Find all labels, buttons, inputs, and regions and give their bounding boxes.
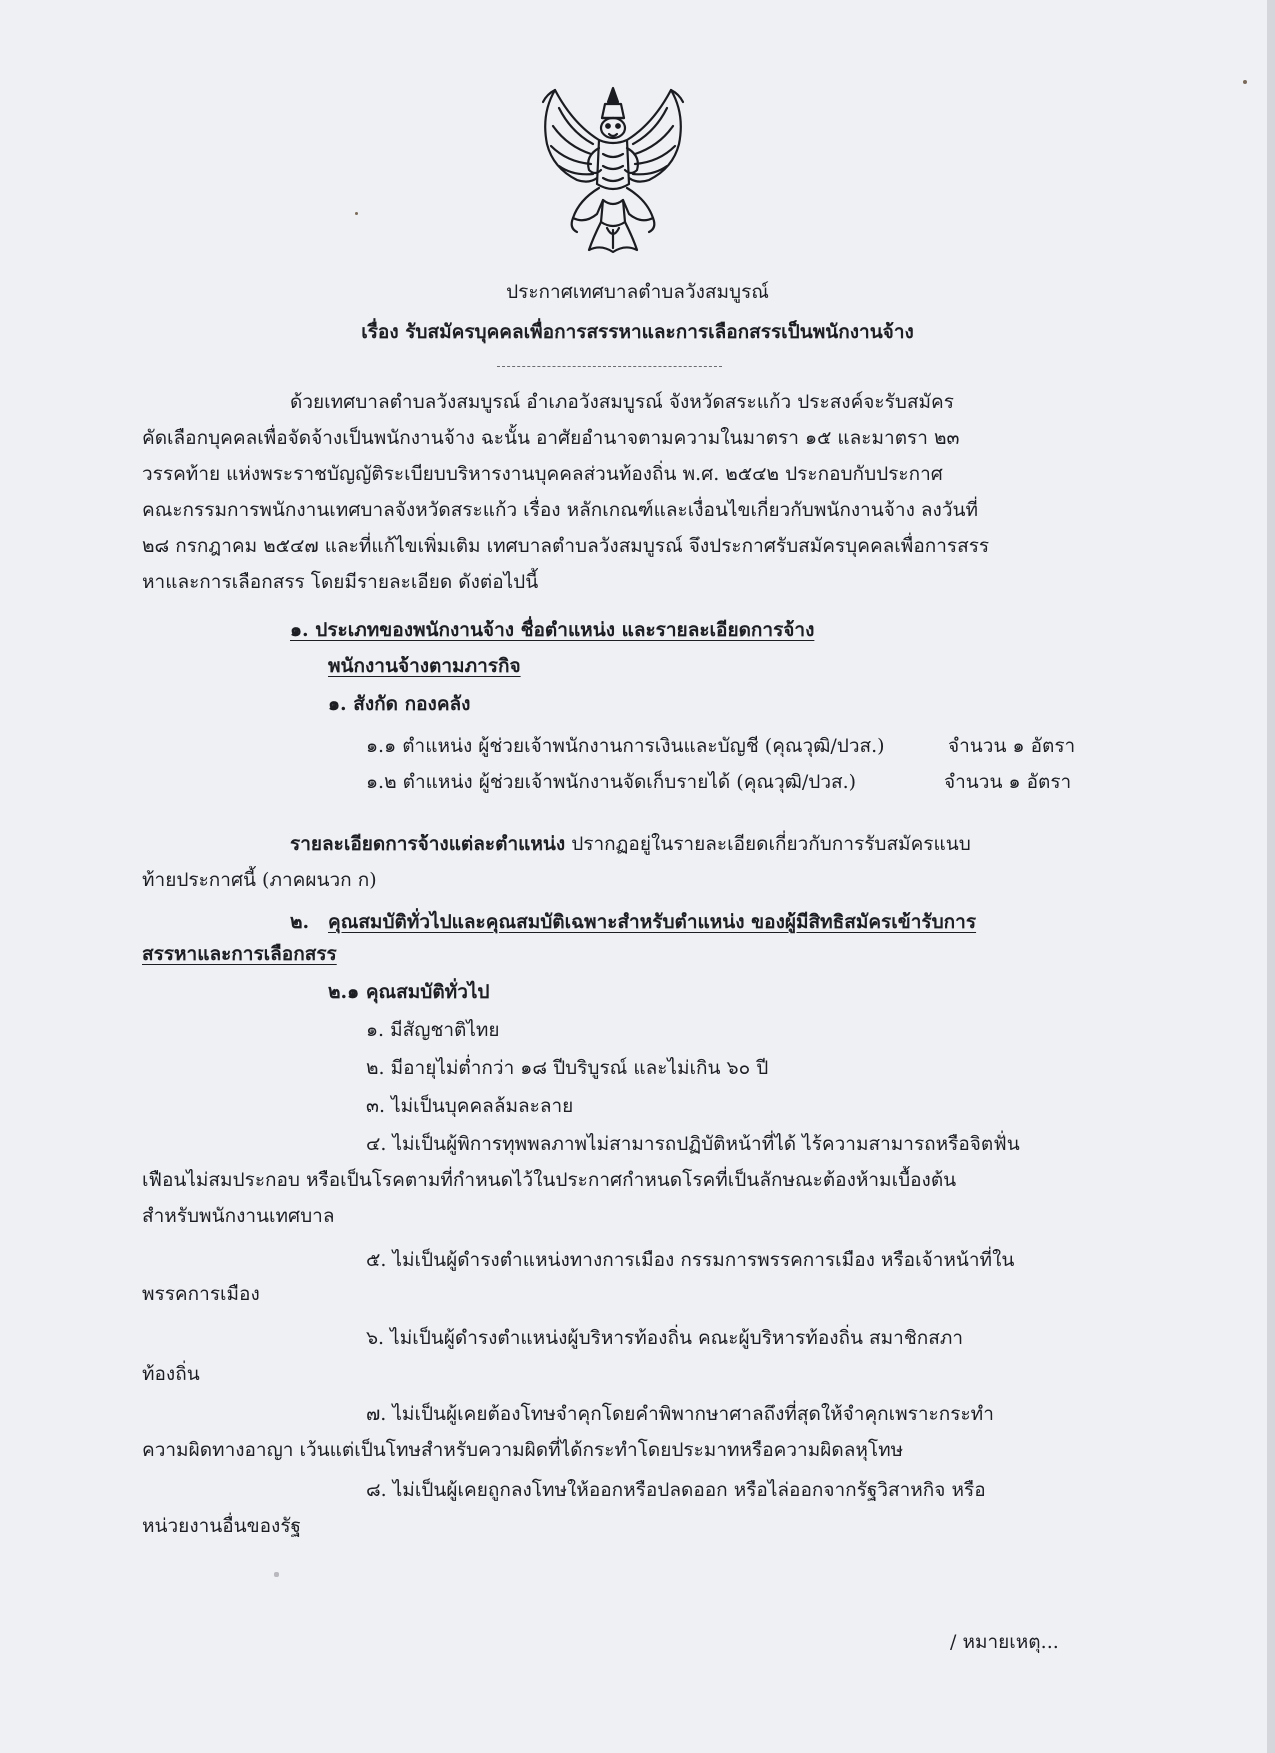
qualification-item-cont: เฟือนไม่สมประกอบ หรือเป็นโรคตามที่กำหนดไว้ในประกาศกำหนดโรคที่เป็นลักษณะต้องห้ามเบื้องต้น [142,1169,957,1191]
intro-line: หาและการเลือกสรร โดยมีรายละเอียด ดังต่อไปนี้ [142,571,539,593]
detail-line [290,830,971,858]
department-label: ๑. สังกัด กองคลัง [328,693,471,715]
section-2-1-title: ๒.๑ คุณสมบัติทั่วไป [328,981,490,1003]
scan-speck [355,212,358,215]
qualification-item: ๖. ไม่เป็นผู้ดำรงตำแหน่งผู้บริหารท้องถิ่น คณะผู้บริหารท้องถิ่น สมาชิกสภา [366,1327,964,1349]
garuda-emblem-icon [533,84,693,256]
qualification-item: ๒. มีอายุไม่ต่ำกว่า ๑๘ ปีบริบูรณ์ และไม่เกิน ๖๐ ปี [366,1057,769,1079]
document-subject: เรื่อง รับสมัครบุคคลเพื่อการสรรหาและการเลือกสรรเป็นพนักงานจ้าง [361,321,914,343]
position-count: จำนวน ๑ อัตรา [948,735,1076,757]
intro-line: คณะกรรมการพนักงานเทศบาลจังหวัดสระแก้ว เรื่อง หลักเกณฑ์และเงื่อนไขเกี่ยวกับพนักงานจ้าง ลงวันที่ [142,499,979,521]
qualification-item: ๑. มีสัญชาติไทย [366,1019,500,1041]
section-2-heading-cont: สรรหาและการเลือกสรร [142,943,337,965]
section-1-subheading: พนักงานจ้างตามภารกิจ [328,655,521,677]
position-name: ๑.๒ ตำแหน่ง ผู้ช่วยเจ้าพนักงานจัดเก็บรายได้ (คุณวุฒิ/ปวส.) [366,771,857,793]
page-title: ประกาศเทศบาลตำบลวังสมบูรณ์ [506,281,769,303]
detail-bold-label: รายละเอียดการจ้างแต่ละตำแหน่ง [290,833,566,855]
qualification-item: ๓. ไม่เป็นบุคคลล้มละลาย [366,1095,574,1117]
detail-line-2: ท้ายประกาศนี้ (ภาคผนวก ก) [142,869,377,891]
intro-line: คัดเลือกบุคคลเพื่อจัดจ้างเป็นพนักงานจ้าง ฉะนั้น อาศัยอำนาจตามความในมาตรา ๑๕ และมาตรา ๒๓ [142,427,960,449]
intro-line: ด้วยเทศบาลตำบลวังสมบูรณ์ อำเภอวังสมบูรณ์ จังหวัดสระแก้ว ประสงค์จะรับสมัคร [290,391,954,413]
qualification-item-cont: ท้องถิ่น [142,1363,200,1385]
intro-line: ๒๘ กรกฎาคม ๒๕๔๗ และที่แก้ไขเพิ่มเติม เทศบาลตำบลวังสมบูรณ์ จึงประกาศรับสมัครบุคคลเพื่อการสรร [142,535,990,557]
section-2-number: ๒. [290,911,310,933]
scan-speck [1243,80,1247,84]
qualification-item: ๘. ไม่เป็นผู้เคยถูกลงโทษให้ออกหรือปลดออก หรือไล่ออกจากรัฐวิสาหกิจ หรือ [366,1479,986,1501]
position-name: ๑.๑ ตำแหน่ง ผู้ช่วยเจ้าพนักงานการเงินและบัญชี (คุณวุฒิ/ปวส.) [366,735,885,757]
qualification-item-cont: สำหรับพนักงานเทศบาล [142,1205,335,1227]
continued-footer: / หมายเหตุ... [950,1631,1059,1653]
section-1-heading: ๑. ประเภทของพนักงานจ้าง ชื่อตำแหน่ง และรายละเอียดการจ้าง [290,619,815,641]
detail-text: ปรากฏอยู่ในรายละเอียดเกี่ยวกับการรับสมัครแนบ [565,833,971,855]
section-2-heading: คุณสมบัติทั่วไปและคุณสมบัติเฉพาะสำหรับตำแหน่ง ของผู้มีสิทธิสมัครเข้ารับการ [328,911,977,933]
qualification-item-cont: ความผิดทางอาญา เว้นแต่เป็นโทษสำหรับความผิดที่ได้กระทำโดยประมาทหรือความผิดลหุโทษ [142,1439,904,1461]
position-count: จำนวน ๑ อัตรา [944,771,1072,793]
qualification-item-cont: พรรคการเมือง [142,1283,260,1305]
qualification-item-cont: หน่วยงานอื่นของรัฐ [142,1515,302,1537]
intro-line: วรรคท้าย แห่งพระราชบัญญัติระเบียบบริหารงานบุคคลส่วนท้องถิ่น พ.ศ. ๒๕๔๒ ประกอบกับประกาศ [142,463,943,485]
scan-edge [1267,0,1275,1753]
qualification-item: ๗. ไม่เป็นผู้เคยต้องโทษจำคุกโดยคำพิพากษาศาลถึงที่สุดให้จำคุกเพราะกระทำ [366,1403,994,1425]
title-separator [497,366,722,367]
scan-speck [274,1572,279,1577]
qualification-item: ๕. ไม่เป็นผู้ดำรงตำแหน่งทางการเมือง กรรมการพรรคการเมือง หรือเจ้าหน้าที่ใน [366,1249,1015,1271]
qualification-item: ๔. ไม่เป็นผู้พิการทุพพลภาพไม่สามารถปฏิบัติหน้าที่ได้ ไร้ความสามารถหรือจิตฟั่น [366,1133,1020,1155]
